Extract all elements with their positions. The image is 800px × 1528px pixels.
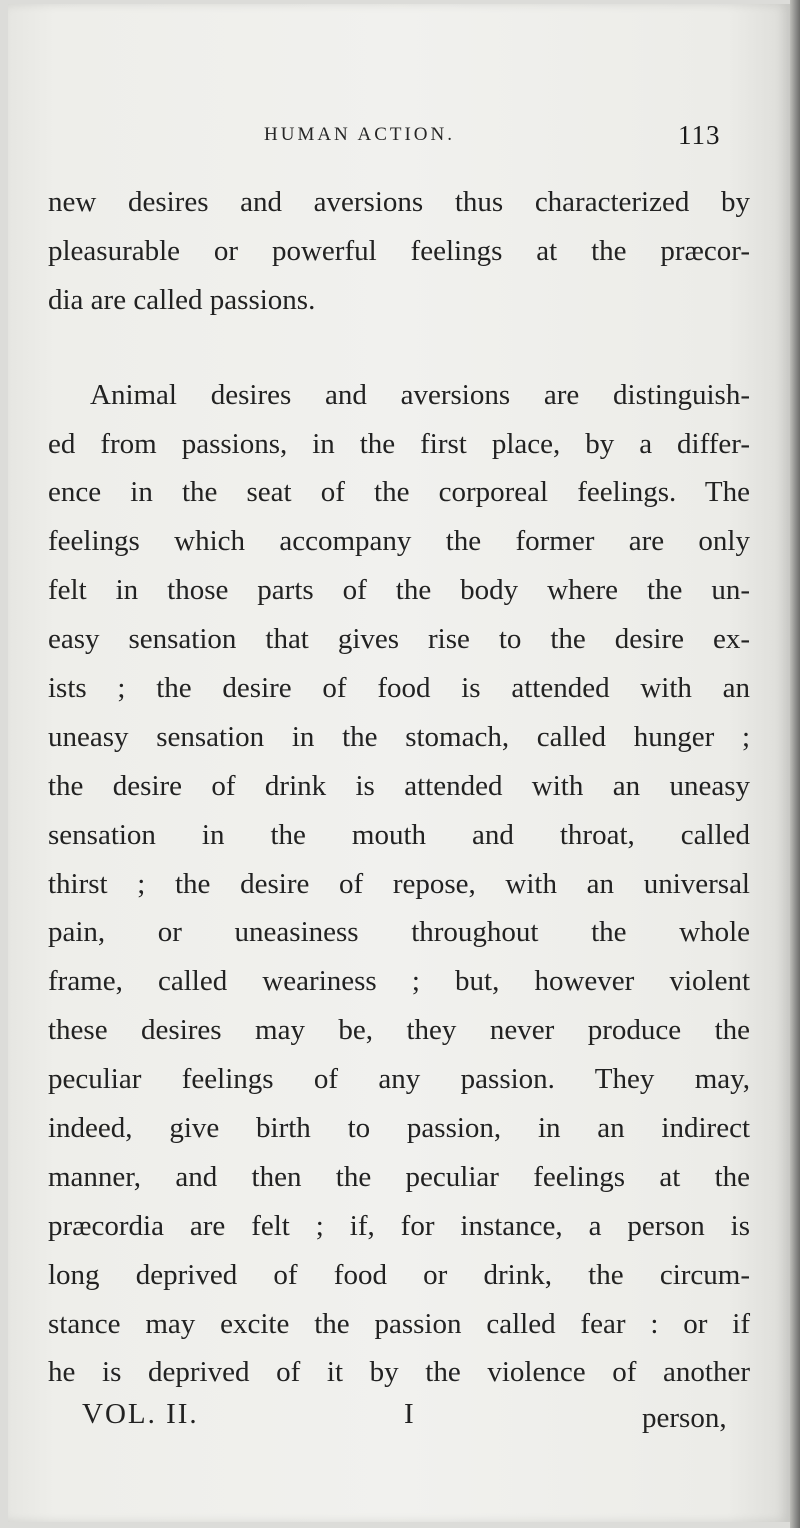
paragraph-gap bbox=[48, 325, 750, 371]
text-line: long deprived of food or drink, the circum- bbox=[48, 1258, 750, 1291]
text-line: indeed, give birth to passion, in an indirect bbox=[48, 1112, 750, 1145]
text-line: stance may excite the passion called fear : or if bbox=[48, 1307, 750, 1340]
page-edge-shadow bbox=[790, 0, 800, 1528]
text-line: frame, called weariness ; but, however violent bbox=[48, 965, 750, 998]
text-line: thirst ; the desire of repose, with an universal bbox=[48, 867, 750, 900]
running-head: HUMAN ACTION. bbox=[264, 124, 455, 145]
text-line: ence in the seat of the corporeal feelings. The bbox=[48, 476, 750, 509]
volume-signature: VOL. II. bbox=[82, 1398, 199, 1430]
catchword: person, bbox=[642, 1402, 727, 1434]
page-header bbox=[8, 120, 790, 160]
text-line: manner, and then the peculiar feelings at the bbox=[48, 1160, 750, 1193]
page-footer bbox=[8, 1398, 790, 1442]
text-line: pain, or uneasiness throughout the whole bbox=[48, 916, 750, 949]
text-line: feelings which accompany the former are only bbox=[48, 525, 750, 558]
paragraph-1 bbox=[48, 178, 750, 325]
text-line: dia are called passions. bbox=[48, 283, 316, 316]
text-line: the desire of drink is attended with an uneasy bbox=[48, 769, 750, 802]
body-text bbox=[48, 178, 750, 1397]
signature-mark: I bbox=[404, 1398, 414, 1430]
text-line: ists ; the desire of food is attended with an bbox=[48, 672, 750, 705]
text-line: easy sensation that gives rise to the desire ex- bbox=[48, 623, 750, 656]
text-line: pleasurable or powerful feelings at the præcor- bbox=[48, 234, 750, 267]
text-line: uneasy sensation in the stomach, called hunger ; bbox=[48, 720, 750, 753]
text-line: sensation in the mouth and throat, called bbox=[48, 818, 750, 851]
text-line: these desires may be, they never produce the bbox=[48, 1014, 750, 1047]
text-line: he is deprived of it by the violence of another bbox=[48, 1356, 750, 1389]
paragraph-2 bbox=[48, 371, 750, 1398]
text-line: præcordia are felt ; if, for instance, a person is bbox=[48, 1209, 750, 1242]
text-line: Animal desires and aversions are distinguish- bbox=[90, 378, 750, 411]
text-line: new desires and aversions thus characterized by bbox=[48, 186, 750, 218]
text-line: felt in those parts of the body where the un- bbox=[48, 574, 750, 607]
text-line: ed from passions, in the first place, by a differ- bbox=[48, 427, 750, 460]
page-number: 113 bbox=[678, 120, 721, 150]
book-page bbox=[8, 4, 790, 1522]
text-line: peculiar feelings of any passion. They may, bbox=[48, 1063, 750, 1096]
